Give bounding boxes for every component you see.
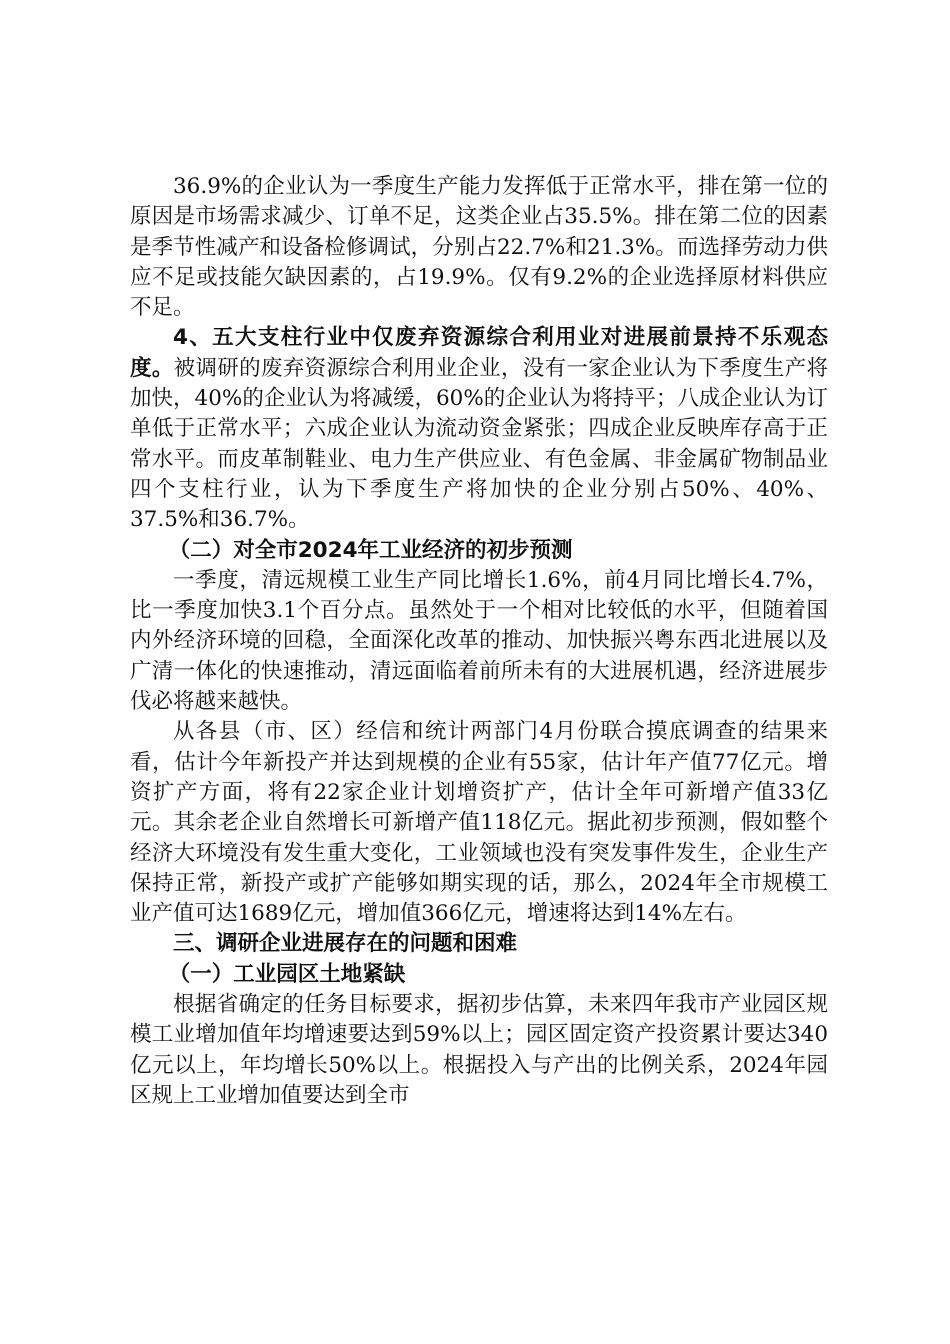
section-heading-problems: 三、调研企业进展存在的问题和困难	[173, 931, 518, 957]
paragraph-pillar-industries	[130, 323, 828, 535]
paragraph-capacity: 36.9%的企业认为一季度生产能力发挥低于正常水平，排在第一位的原因是市场需求减少、订单不足，这类企业占35.5%。排在第二位的因素是季节性减产和设备检修调试，分别占22.7%和21.3%。而选择劳动力供应不足或技能欠缺因素的，占19.9%。仅有9.2%的企业选择原材料供应不足。	[130, 174, 828, 321]
section-heading-land-shortage: （一）工业园区土地紧缺	[168, 961, 406, 987]
document-page	[130, 172, 828, 1111]
paragraph-body: 被调研的废弃资源综合利用业企业，没有一家企业认为下季度生产将加快，40%的企业认为将减缓，60%的企业认为将持平；八成企业认为订单低于正常水平；六成企业认为流动资金紧张；四成企业反映库存高于正常水平。而皮革制鞋业、电力生产供应业、有色金属、非金属矿物制品业四个支柱行业，认为下季度生产将加快的企业分别占50%、40%、37.5%和36.7%。	[130, 355, 828, 533]
paragraph-park-targets: 根据省确定的任务目标要求，据初步估算，未来四年我市产业园区规模工业增加值年均增速要达到59%以上；园区固定资产投资累计要达340亿元以上，年均增长50%以上。根据投入与产出的比例关系，2024年园区规上工业增加值要达到全市	[130, 992, 828, 1108]
paragraph-lead-heading: 4、五大支柱行业中仅废弃资源综合利用业对进展前景持不乐观态度。	[130, 325, 828, 381]
section-heading-forecast: （二）对全市2024年工业经济的初步预测	[168, 537, 573, 563]
paragraph-q1-growth: 一季度，清远规模工业生产同比增长1.6%，前4月同比增长4.7%，比一季度加快3.1个百分点。虽然处于一个相对比较低的水平，但随着国内外经济环境的回稳，全面深化改革的推动、加快振兴粤东西北进展以及广清一体化的快速推动，清远面临着前所未有的大进展机遇，经济进展步伐必将越来越快。	[130, 567, 828, 715]
paragraph-survey-forecast: 从各县（市、区）经信和统计两部门4月份联合摸底调查的结果来看，估计今年新投产并达到规模的企业有55家，估计年产值77亿元。增资扩产方面，将有22家企业计划增资扩产，估计全年可新增产值33亿元。其余老企业自然增长可新增产值118亿元。据此初步预测，假如整个经济大环境没有发生重大变化，工业领域也没有突发事件发生，企业生产保持正常，新投产或扩产能够如期实现的话，那么，2024年全市规模工业产值可达1689亿元，增加值366亿元，增速将达到14%左右。	[130, 719, 828, 927]
